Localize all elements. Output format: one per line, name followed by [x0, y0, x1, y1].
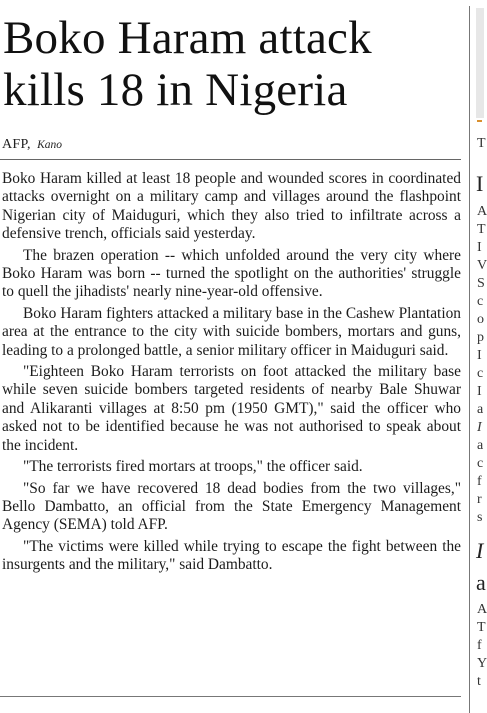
- article-paragraph: Boko Haram fighters attacked a military base in the Cashew Plantation area at the entrance to the city with suicide bombers, mortars and guns, leading to a prolonged battle, a senior military officer in Maiduguri said.: [2, 304, 461, 359]
- byline-agency: AFP,: [2, 137, 31, 152]
- adjacent-fragment: I: [477, 348, 482, 363]
- adjacent-fragment: p: [477, 330, 484, 345]
- adjacent-fragment: T: [477, 222, 486, 237]
- adjacent-fragment: I: [477, 420, 482, 435]
- adjacent-fragment: S: [477, 276, 485, 291]
- adjacent-fragment: V: [477, 258, 487, 273]
- adjacent-fragment: A: [477, 602, 487, 617]
- adjacent-fragment: c: [477, 366, 484, 381]
- headline: Boko Haram attack kills 18 in Nigeria: [3, 12, 372, 116]
- article-paragraph: "So far we have recovered 18 dead bodies from the two villages," Bello Dambatto, an official from the State Emergency Management Agency (SEMA) told AFP.: [2, 479, 461, 534]
- article-paragraph: Boko Haram killed at least 18 people and wounded scores in coordinated attacks overnight on a military camp and villages around the flashpoint Nigerian city of Maiduguri, which they also tried to infiltrate across a defensive trench, officials said yesterday.: [2, 170, 461, 243]
- adjacent-fragment: s: [477, 510, 483, 525]
- adjacent-fragment: c: [477, 294, 484, 309]
- adjacent-fragment: A: [477, 204, 487, 219]
- article-paragraph: "Eighteen Boko Haram terrorists on foot attacked the military base while seven suicide bombers targeted residents of nearby Bale Shuwar and Alikaranti villages at 8:50 pm (1950 GMT)," said the officer who asked not to be identified because he was not authorised to speak about the incident.: [2, 363, 461, 454]
- adjacent-fragment: I: [476, 171, 484, 196]
- byline-divider: [0, 159, 461, 160]
- adjacent-fragment: I: [477, 384, 482, 399]
- adjacent-headline-block: [476, 8, 484, 118]
- accent-mark: [477, 120, 482, 122]
- adjacent-fragment: a: [476, 570, 486, 595]
- adjacent-fragment: c: [477, 456, 484, 471]
- article-bottom-rule: [0, 696, 461, 697]
- article-paragraph: "The victims were killed while trying to escape the fight between the insurgents and the military," said Dambatto.: [2, 537, 461, 574]
- adjacent-fragment: r: [477, 492, 482, 507]
- adjacent-fragment: o: [477, 312, 484, 327]
- article-paragraph: "The terrorists fired mortars at troops," the officer said.: [23, 458, 363, 476]
- adjacent-fragment: t: [477, 674, 481, 689]
- adjacent-column-edge: [475, 0, 487, 713]
- adjacent-fragment: a: [477, 438, 484, 453]
- adjacent-fragment: Y: [477, 656, 487, 671]
- adjacent-fragment: a: [477, 402, 484, 417]
- column-divider: [469, 6, 470, 713]
- adjacent-fragment: T: [477, 620, 486, 635]
- adjacent-fragment: f: [477, 638, 482, 653]
- adjacent-fragment: f: [477, 474, 482, 489]
- adjacent-fragment: I: [477, 240, 482, 255]
- adjacent-fragment: I: [476, 538, 484, 563]
- adjacent-fragment: T: [477, 136, 486, 151]
- byline-location: Kano: [37, 139, 63, 151]
- article-body: [2, 170, 461, 575]
- article-paragraph: The brazen operation -- which unfolded around the very city where Boko Haram was born -- turned the spotlight on the authorities' struggle to quell the jihadists' nearly nine-year-old offensive.: [2, 246, 461, 301]
- byline: [2, 136, 62, 153]
